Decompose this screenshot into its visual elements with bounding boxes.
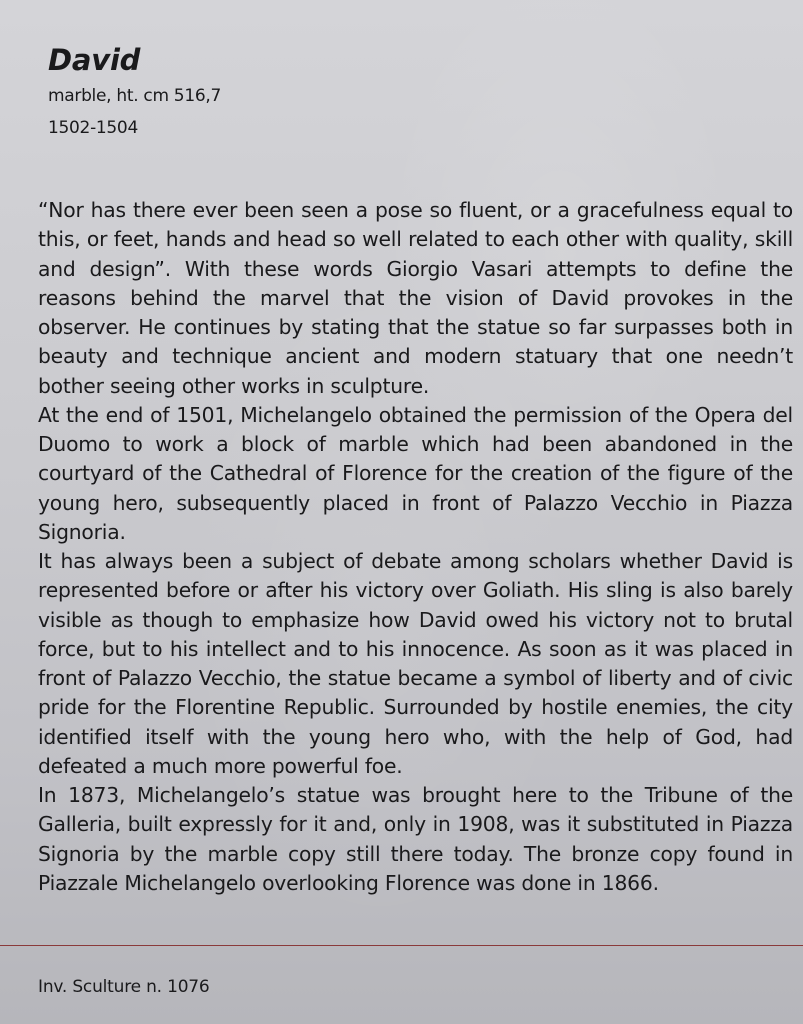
description-paragraph-1: “Nor has there ever been seen a pose so fluent, or a gracefulness equal to this, or feet, hands and head so well related to each other with quality, skill and design”. With these words Giorgio Vasari attempts to define the reasons behind the marvel that the vision of David provokes in the observer. He continues by stating that the statue so far surpasses both in beauty and technique ancient and modern statuary that one needn’t bother seeing other works in sculpture. xyxy=(38,198,793,398)
artwork-dates: 1502-1504 xyxy=(48,118,138,138)
divider-line xyxy=(0,945,803,946)
inventory-number: Inv. Sculture n. 1076 xyxy=(38,977,210,997)
artwork-material: marble, ht. cm 516,7 xyxy=(48,86,221,106)
description-paragraph-4: In 1873, Michelangelo’s statue was brought here to the Tribune of the Galleria, built expressly for it and, only in 1908, was it substituted in Piazza Signoria by the marble copy still there today. The bronze copy found in Piazzale Michelangelo overlooking Florence was done in 1866. xyxy=(38,783,793,895)
description-paragraph-2: At the end of 1501, Michelangelo obtained the permission of the Opera del Duomo to work a block of marble which had been abandoned in the courtyard of the Cathedral of Florence for the creation of the figure of the young hero, subsequently placed in front of Palazzo Vecchio in Piazza Signoria. xyxy=(38,402,793,544)
description-text xyxy=(38,196,793,898)
artwork-title: David xyxy=(48,43,141,77)
description-paragraph-3: It has always been a subject of debate among scholars whether David is represented before or after his victory over Goliath. His sling is also barely visible as though to emphasize how David owed his victory not to brutal force, but to his intellect and to his innocence. As soon as it was placed in front of Palazzo Vecchio, the statue became a symbol of liberty and of civic pride for the Florentine Republic. Surrounded by hostile enemies, the city identified itself with the young hero who, with the help of God, had defeated a much more powerful foe. xyxy=(38,549,793,778)
